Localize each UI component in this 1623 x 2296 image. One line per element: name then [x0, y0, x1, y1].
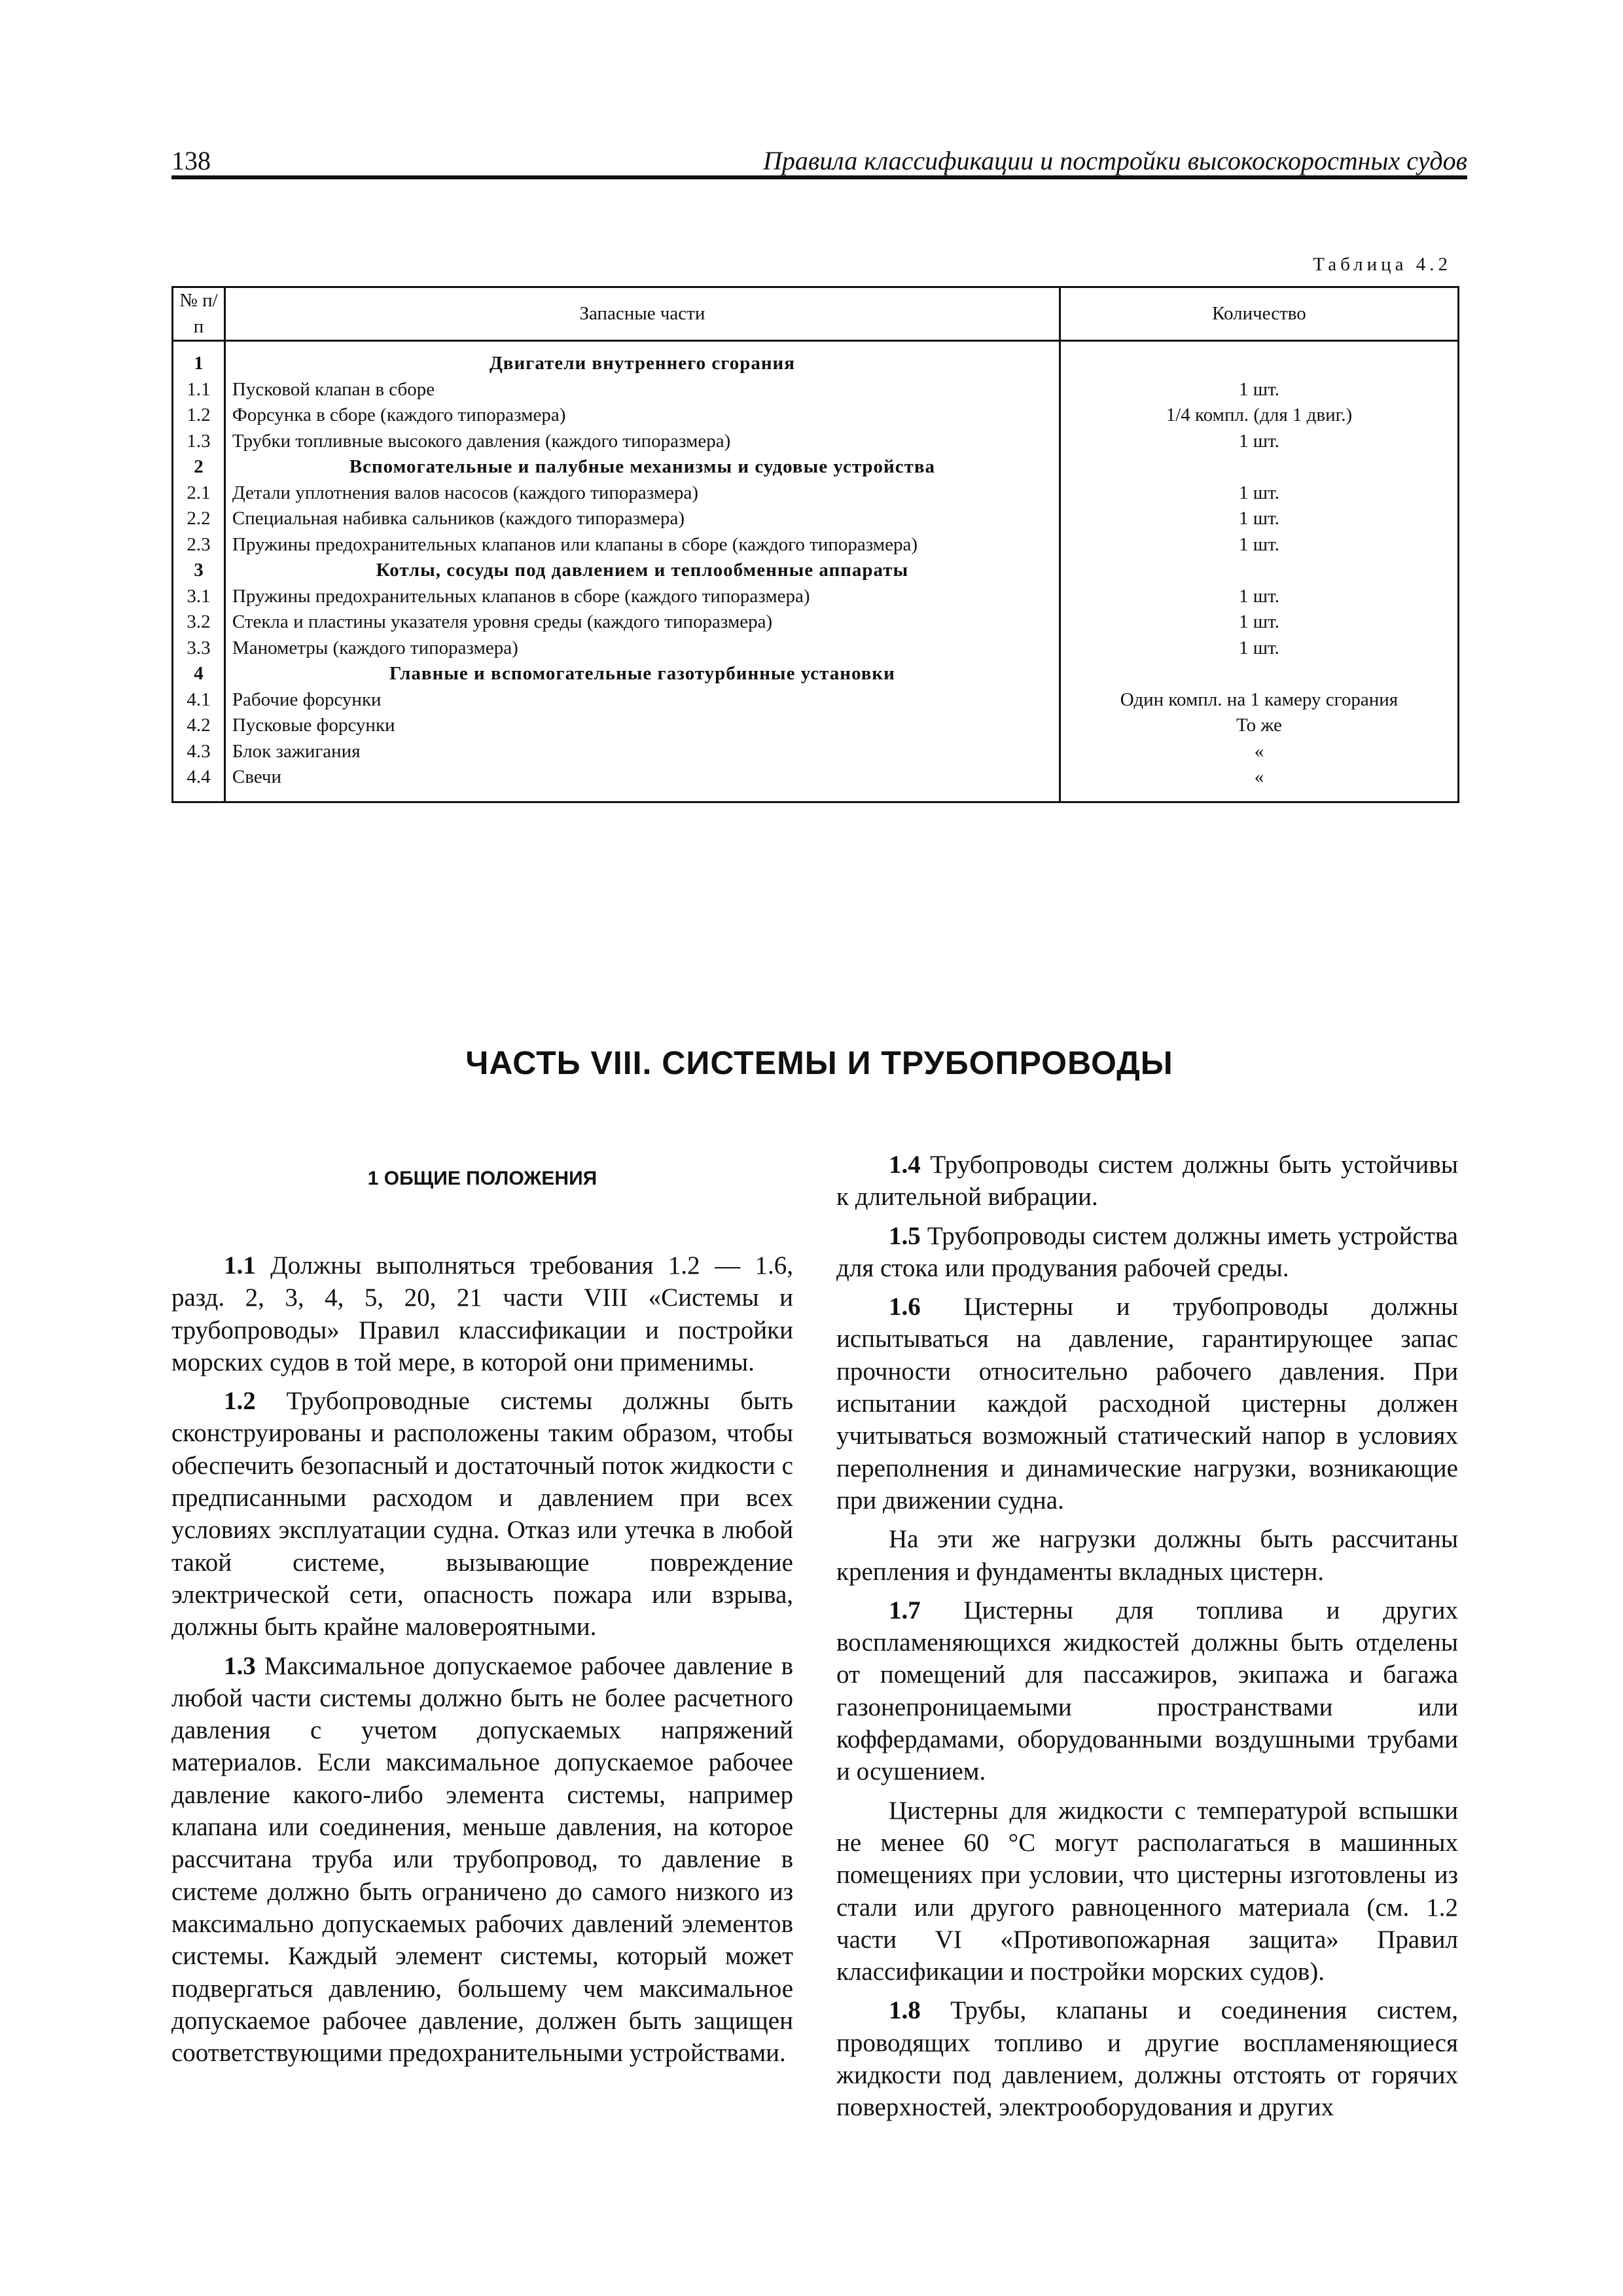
table-row	[173, 532, 1459, 558]
row-quantity-cell: 1 шт.	[1060, 636, 1458, 662]
row-name-cell: Двигатели внутреннего сгорания	[224, 341, 1060, 377]
column-header-parts: Запасные части	[224, 287, 1060, 341]
paragraph	[836, 1795, 1458, 1988]
row-name-cell: Главные и вспомогательные газотурбинные установки	[224, 661, 1060, 687]
paragraph-number: 1.5	[889, 1221, 921, 1250]
paragraph	[171, 1385, 793, 1643]
row-number-cell: 3.3	[173, 636, 225, 662]
row-number-cell: 3	[173, 558, 225, 584]
row-number-cell: 4.1	[173, 687, 225, 713]
spare-parts-table	[171, 286, 1459, 803]
row-name-cell: Свечи	[224, 764, 1060, 802]
row-quantity-cell: 1 шт.	[1060, 377, 1458, 403]
running-title: Правила классификации и постройки высокоскоростных судов	[763, 146, 1467, 175]
row-name-cell: Вспомогательные и палубные механизмы и судовые устройства	[224, 454, 1060, 480]
row-name-cell: Детали уплотнения валов насосов (каждого типоразмера)	[224, 480, 1060, 507]
table-row	[173, 506, 1459, 532]
row-number-cell: 4.3	[173, 739, 225, 765]
table-row	[173, 713, 1459, 739]
row-number-cell: 1.2	[173, 403, 225, 429]
row-name-cell: Специальная набивка сальников (каждого типоразмера)	[224, 506, 1060, 532]
table-caption: Таблица 4.2	[1313, 254, 1452, 275]
column-header-number: № п/п	[173, 287, 225, 341]
table-section-row	[173, 454, 1459, 480]
row-quantity-cell	[1060, 454, 1458, 480]
part-title: ЧАСТЬ VIII. СИСТЕМЫ И ТРУБОПРОВОДЫ	[465, 1045, 1173, 1081]
row-quantity-cell: 1 шт.	[1060, 532, 1458, 558]
row-quantity-cell	[1060, 661, 1458, 687]
row-number-cell: 2	[173, 454, 225, 480]
paragraph	[836, 1594, 1458, 1788]
table-row	[173, 403, 1459, 429]
paragraph	[171, 1249, 793, 1378]
table-row	[173, 429, 1459, 455]
paragraph	[836, 1149, 1458, 1213]
paragraph	[836, 1291, 1458, 1516]
table-row	[173, 687, 1459, 713]
row-quantity-cell: 1 шт.	[1060, 429, 1458, 455]
header-rule	[171, 175, 1467, 179]
row-name-cell: Трубки топливные высокого давления (каждого типоразмера)	[224, 429, 1060, 455]
row-quantity-cell	[1060, 341, 1458, 377]
paragraph	[171, 1650, 793, 2070]
paragraph-text: Трубы, клапаны и соединения систем, проводящих топливо и другие воспламеняющиеся жидкости под давлением, должны отстоять от горячих поверхностей, электрооборудования и других	[836, 1996, 1458, 2122]
paragraph	[836, 1523, 1458, 1588]
row-number-cell: 2.1	[173, 480, 225, 507]
row-name-cell: Манометры (каждого типоразмера)	[224, 636, 1060, 662]
row-quantity-cell	[1060, 558, 1458, 584]
paragraph-text: Трубопроводные системы должны быть сконструированы и расположены таким образом, чтобы обеспечить безопасный и достаточный поток жидкости с предписанными расходом и давлением при всех условиях эксплуатации судна. Отказ или утечка в любой такой системе, вызывающие повреждение электрической сети, опасность пожара или взрыва, должны быть крайне маловероятными.	[171, 1387, 793, 1641]
row-number-cell: 3.1	[173, 584, 225, 610]
row-name-cell: Блок зажигания	[224, 739, 1060, 765]
paragraph-text: Цистерны для жидкости с температурой вспышки не менее 60 °C могут располагаться в машинных помещениях при условии, что цистерны изготовлены из стали или другого равноценного материала (см. 1.2 части VI «Противопожарная защита» Правил классификации и постройки морских судов).	[836, 1796, 1458, 1986]
paragraph-number: 1.1	[224, 1251, 256, 1280]
row-quantity-cell: «	[1060, 764, 1458, 802]
paragraph-text: Трубопроводы систем должны быть устойчивы к длительной вибрации.	[836, 1151, 1458, 1211]
section-heading: 1 ОБЩИЕ ПОЛОЖЕНИЯ	[367, 1168, 597, 1189]
paragraph-text: Максимальное допускаемое рабочее давление в любой части системы должно быть не более расчетного давления с учетом допускаемых напряжений материалов. Если максимальное допускаемое рабочее давление какого-либо элемента системы, например клапана или соединения, меньше давления, на которое рассчитана труба или трубопровод, то давление в системе должно быть ограничено до самого низкого из максимально допускаемых рабочих давлений элементов системы. Каждый элемент системы, который может подвергаться давлению, большему чем максимальное допускаемое рабочее давление, должен быть защищен соответствующими предохранительными устройствами.	[171, 1651, 793, 2068]
row-name-cell: Пусковые форсунки	[224, 713, 1060, 739]
row-number-cell: 1.1	[173, 377, 225, 403]
row-quantity-cell: «	[1060, 739, 1458, 765]
row-name-cell: Пружины предохранительных клапанов в сборе (каждого типоразмера)	[224, 584, 1060, 610]
table-body	[173, 341, 1459, 802]
table-section-row	[173, 558, 1459, 584]
row-quantity-cell: Один компл. на 1 камеру сгорания	[1060, 687, 1458, 713]
row-name-cell: Котлы, сосуды под давлением и теплообменные аппараты	[224, 558, 1060, 584]
table-row	[173, 480, 1459, 507]
row-quantity-cell: 1 шт.	[1060, 584, 1458, 610]
table-row	[173, 377, 1459, 403]
row-name-cell: Рабочие форсунки	[224, 687, 1060, 713]
right-paragraphs	[836, 1149, 1458, 2124]
row-number-cell: 1	[173, 341, 225, 377]
row-name-cell: Пружины предохранительных клапанов или клапаны в сборе (каждого типоразмера)	[224, 532, 1060, 558]
left-text-column	[171, 1149, 793, 2075]
row-name-cell: Пусковой клапан в сборе	[224, 377, 1060, 403]
right-text-column	[836, 1149, 1458, 2130]
row-name-cell: Стекла и пластины указателя уровня среды (каждого типоразмера)	[224, 609, 1060, 636]
row-number-cell: 1.3	[173, 429, 225, 455]
paragraph-text: Трубопроводы систем должны иметь устройства для стока или продувания рабочей среды.	[836, 1221, 1458, 1282]
left-paragraphs	[171, 1249, 793, 2069]
paragraph-text: Цистерны для топлива и других воспламеняющихся жидкостей должны быть отделены от помещений для пассажиров, экипажа и багажа газонепроницаемыми пространствами или коффердамами, оборудованными воздушными трубами и осушением.	[836, 1596, 1458, 1786]
paragraph-text: Должны выполняться требования 1.2 — 1.6, разд. 2, 3, 4, 5, 20, 21 части VIII «Системы и трубопроводы» Правил классификации и постройки морских судов в той мере, в которой они применимы.	[171, 1251, 793, 1376]
table-row	[173, 609, 1459, 636]
paragraph-number: 1.4	[889, 1151, 921, 1179]
paragraph-number: 1.2	[224, 1387, 256, 1416]
row-number-cell: 4	[173, 661, 225, 687]
row-name-cell: Форсунка в сборе (каждого типоразмера)	[224, 403, 1060, 429]
row-number-cell: 4.4	[173, 764, 225, 802]
table-row	[173, 584, 1459, 610]
row-number-cell: 3.2	[173, 609, 225, 636]
paragraph-number: 1.6	[889, 1293, 921, 1321]
row-quantity-cell: 1/4 компл. (для 1 двиг.)	[1060, 403, 1458, 429]
table-row	[173, 739, 1459, 765]
paragraph-number: 1.8	[889, 1996, 921, 2025]
table-row	[173, 636, 1459, 662]
column-header-quantity: Количество	[1060, 287, 1458, 341]
row-number-cell: 2.3	[173, 532, 225, 558]
row-quantity-cell: 1 шт.	[1060, 609, 1458, 636]
row-quantity-cell: 1 шт.	[1060, 480, 1458, 507]
paragraph	[836, 1220, 1458, 1285]
row-quantity-cell: 1 шт.	[1060, 506, 1458, 532]
table-row	[173, 764, 1459, 802]
paragraph	[836, 1994, 1458, 2123]
paragraph-number: 1.7	[889, 1596, 921, 1624]
row-number-cell: 2.2	[173, 506, 225, 532]
table-section-row	[173, 661, 1459, 687]
paragraph-text: На эти же нагрузки должны быть рассчитаны крепления и фундаменты вкладных цистерн.	[836, 1525, 1458, 1586]
paragraph-text: Цистерны и трубопроводы должны испытываться на давление, гарантирующее запас прочности относительно рабочего давления. При испытании каждой расходной цистерны должен учитываться возможный статический напор в условиях переполнения и динамические нагрузки, возникающие при движении судна.	[836, 1293, 1458, 1515]
row-number-cell: 4.2	[173, 713, 225, 739]
row-quantity-cell: То же	[1060, 713, 1458, 739]
page-number: 138	[171, 146, 211, 175]
table-section-row	[173, 341, 1459, 377]
table-header-row	[173, 287, 1459, 341]
paragraph-number: 1.3	[224, 1651, 256, 1680]
